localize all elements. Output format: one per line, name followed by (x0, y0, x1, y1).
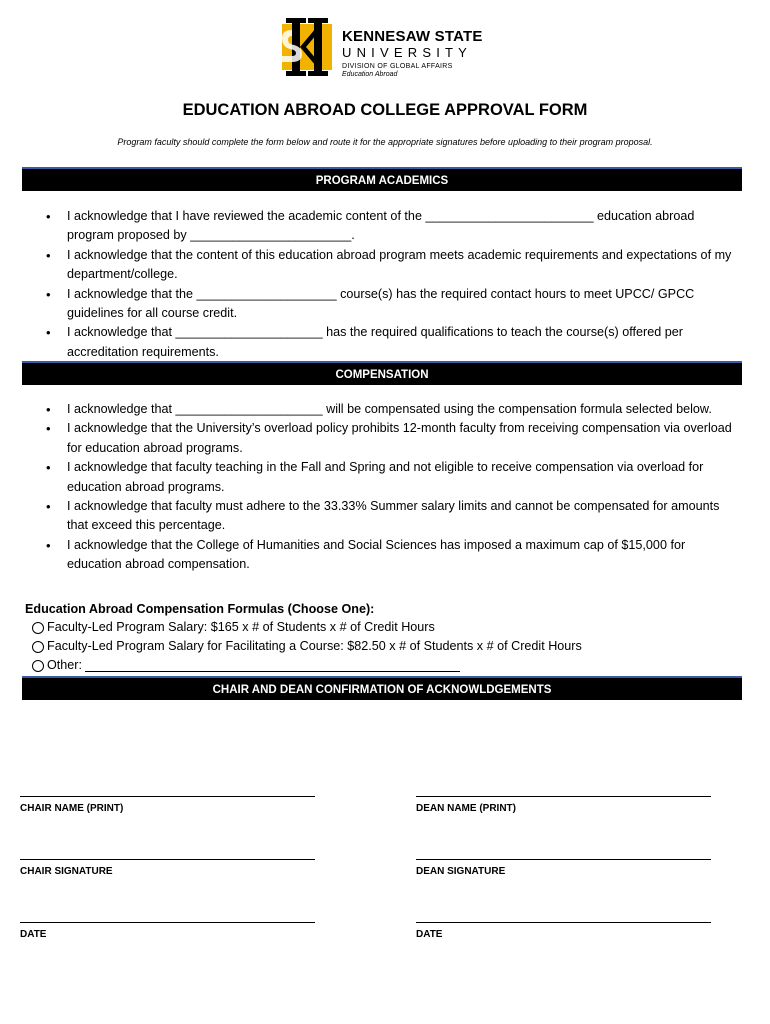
formula-option-label: Faculty-Led Program Salary for Facilitating a Course: $82.50 x # of Students x # of Credit Hours (47, 639, 582, 653)
logo-wordmark-line1: KENNESAW STATE (342, 28, 483, 45)
list-item: • I acknowledge that faculty must adhere to the 33.33% Summer salary limits and cannot be compensated for amounts that exceed this percentage. (22, 497, 742, 536)
chair-signature-field[interactable] (20, 859, 315, 877)
signature-line[interactable] (416, 859, 711, 860)
other-input-line[interactable] (85, 660, 460, 672)
university-logo (280, 18, 510, 78)
radio-button[interactable] (32, 660, 44, 672)
dean-date-field[interactable] (416, 922, 711, 940)
formulas-heading: Education Abroad Compensation Formulas (Choose One): (25, 602, 375, 616)
radio-button[interactable] (32, 641, 44, 653)
list-item: • I acknowledge that I have reviewed the academic content of the ________________________ education abroad program proposed by _______________________. (22, 207, 742, 246)
list-item: • I acknowledge that the ____________________ course(s) has the required contact hours to meet UPCC/ GPCC guidelines for all course credit. (22, 285, 742, 324)
signature-line[interactable] (20, 922, 315, 923)
list-item: • I acknowledge that the University’s overload policy prohibits 12-month faculty from receiving compensation via overload for education abroad programs. (22, 419, 742, 458)
logo-wordmark-line2: UNIVERSITY (342, 45, 473, 60)
chair-signature-label: CHAIR SIGNATURE (20, 866, 113, 877)
list-item: • I acknowledge that the content of this education abroad program meets academic requirements and expectations of my department/college. (22, 246, 742, 285)
formula-option-facilitating[interactable] (32, 637, 725, 656)
signature-line[interactable] (416, 796, 711, 797)
section-header-compensation: COMPENSATION (22, 361, 742, 385)
chair-date-label: DATE (20, 929, 47, 940)
signature-line[interactable] (20, 859, 315, 860)
formula-option-other[interactable] (32, 656, 725, 675)
list-item: • I acknowledge that _____________________ will be compensated using the compensation formula selected below. (22, 400, 742, 419)
logo-subdivision: Education Abroad (342, 71, 398, 78)
dean-date-label: DATE (416, 929, 443, 940)
dean-signature-field[interactable] (416, 859, 711, 877)
formula-option-faculty-led[interactable] (32, 618, 725, 637)
formula-option-label: Faculty-Led Program Salary: $165 x # of Students x # of Credit Hours (47, 620, 435, 634)
page-title: EDUCATION ABROAD COLLEGE APPROVAL FORM (182, 101, 588, 119)
formula-option-label: Other: (47, 658, 82, 672)
chair-name-field[interactable] (20, 796, 315, 814)
dean-name-label: DEAN NAME (PRINT) (416, 803, 516, 814)
ks-monogram-icon (280, 18, 334, 76)
section-header-confirmation: CHAIR AND DEAN CONFIRMATION OF ACKNOWLDGEMENTS (22, 676, 742, 700)
list-item: • I acknowledge that the College of Humanities and Social Sciences has imposed a maximum cap of $15,000 for education abroad compensation. (22, 536, 742, 575)
page-subtitle: Program faculty should complete the form below and route it for the appropriate signatures before uploading to their program proposal. (117, 137, 653, 147)
list-item: • I acknowledge that faculty teaching in the Fall and Spring and not eligible to receive compensation via overload for education abroad programs. (22, 458, 742, 497)
compensation-formulas (25, 600, 725, 675)
section-header-program-academics: PROGRAM ACADEMICS (22, 167, 742, 191)
dean-signature-label: DEAN SIGNATURE (416, 866, 506, 877)
list-item: • I acknowledge that _____________________ has the required qualifications to teach the course(s) offered per accreditation requirements. (22, 323, 742, 362)
signature-line[interactable] (20, 796, 315, 797)
compensation-list (22, 400, 742, 575)
dean-name-field[interactable] (416, 796, 711, 814)
radio-button[interactable] (32, 622, 44, 634)
chair-date-field[interactable] (20, 922, 315, 940)
program-academics-list (22, 207, 742, 362)
logo-division: DIVISION OF GLOBAL AFFAIRS (342, 63, 453, 70)
chair-name-label: CHAIR NAME (PRINT) (20, 803, 124, 814)
signature-line[interactable] (416, 922, 711, 923)
